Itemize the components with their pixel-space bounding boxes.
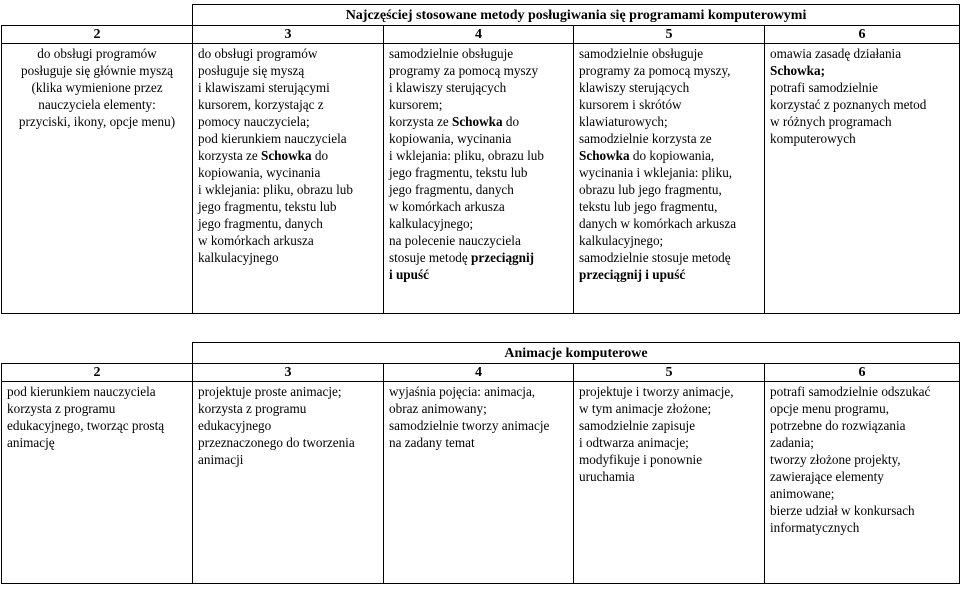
- grade-header: 5: [574, 364, 765, 382]
- cell-text: potrafi samodzielnie korzystać z poznanych metod w różnych programach komputerowych: [770, 80, 927, 146]
- requirement-cell: [574, 382, 765, 584]
- requirement-cell: [193, 382, 384, 584]
- cell-text: omawia zasadę działania: [770, 46, 902, 61]
- cell-text: do kopiowania, wycinania i wklejania: pliku, obrazu lub jego fragmentu, tekstu lub jego fragmentu, danych w komórkach arkusza kalkulacyjnego; samodzielnie stosuje metodę: [579, 148, 737, 265]
- animations-table: [1, 342, 960, 584]
- cell-text: pod kierunkiem nauczyciela korzysta z programu edukacyjnego, tworząc prostą animację: [7, 384, 165, 450]
- emphasized-term: przeciągnij i upuść: [389, 250, 535, 282]
- grade-header: 3: [193, 364, 384, 382]
- cell-text: wyjaśnia pojęcia: animacja, obraz animowany; samodzielnie tworzy animacje na zadany temat: [389, 384, 550, 450]
- cell-text: samodzielnie obsługuje programy za pomocą myszy, klawiszy sterujących kursorem i skrótów klawiaturowych; samodzielnie korzysta ze: [579, 46, 731, 146]
- cell-text: do obsługi programów posługuje się myszą i klawiszami sterującymi kursorem, korzystając z pomocy nauczyciela; pod kierunkiem nauczyciela korzysta ze: [198, 46, 347, 163]
- table-title: Animacje komputerowe: [193, 343, 960, 364]
- emphasized-term: Schowka: [451, 114, 503, 129]
- emphasized-term: przeciągnij i upuść: [579, 267, 686, 282]
- methods-table: [1, 4, 960, 314]
- grade-header: 2: [2, 364, 193, 382]
- grade-header: 4: [384, 26, 574, 44]
- requirement-cell: [384, 382, 574, 584]
- requirement-cell: [193, 44, 384, 314]
- cell-text: projektuje i tworzy animacje, w tym animacje złożone; samodzielnie zapisuje i odtwarza animacje; modyfikuje i ponownie uruchamia: [579, 384, 734, 484]
- emphasized-term: Schowka: [260, 148, 312, 163]
- grade-header: 4: [384, 364, 574, 382]
- cell-text: do obsługi programów posługuje się głównie myszą (klika wymienione przez nauczyciela elementy: przyciski, ikony, opcje menu): [18, 46, 176, 129]
- requirement-cell: [765, 44, 960, 314]
- requirement-cell: [2, 44, 193, 314]
- table-title: Najczęściej stosowane metody posługiwania się programami komputerowymi: [193, 5, 960, 26]
- grade-header: 6: [765, 364, 960, 382]
- cell-text: do kopiowania, wycinania i wklejania: pliku, obrazu lub jego fragmentu, tekstu lub jego fragmentu, danych w komórkach arkusza kalkulacyjnego; na polecenie nauczyciela stosuje metodę: [389, 114, 544, 265]
- cell-text: potrafi samodzielnie odszukać opcje menu programu, potrzebne do rozwiązania zadania; tworzy złożone projekty, zawierające elementy animowane; bierze udział w konkursach informatycznych: [770, 384, 931, 535]
- grade-header: 3: [193, 26, 384, 44]
- cell-text: do kopiowania, wycinania i wklejania: pliku, obrazu lub jego fragmentu, tekstu lub jego fragmentu, danych w komórkach arkusza kalkulacyjnego: [198, 148, 353, 265]
- requirement-cell: [765, 382, 960, 584]
- emphasized-term: Schowka;: [770, 63, 825, 78]
- requirement-cell: [2, 382, 193, 584]
- table-corner-blank: [2, 5, 193, 26]
- grade-header: 5: [574, 26, 765, 44]
- cell-text: samodzielnie obsługuje programy za pomocą myszy i klawiszy sterujących kursorem; korzysta ze: [389, 46, 539, 129]
- grade-header: 6: [765, 26, 960, 44]
- requirement-cell: [574, 44, 765, 314]
- cell-text: projektuje proste animacje; korzysta z programu edukacyjnego przeznaczonego do tworzenia animacji: [198, 384, 355, 467]
- grade-header: 2: [2, 26, 193, 44]
- emphasized-term: Schowka: [579, 148, 630, 163]
- table-corner-blank: [2, 343, 193, 364]
- requirement-cell: [384, 44, 574, 314]
